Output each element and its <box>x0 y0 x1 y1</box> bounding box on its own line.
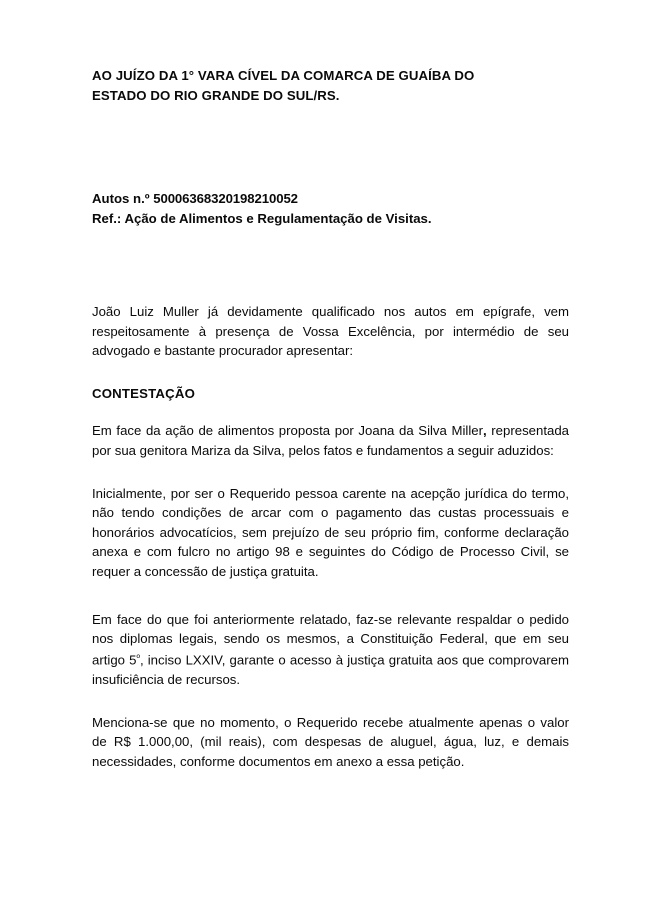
ref-line: Ref.: Ação de Alimentos e Regulamentação de Visitas. <box>92 210 432 226</box>
section-heading-contestacao: CONTESTAÇÃO <box>92 385 196 401</box>
case-reference-block <box>92 189 569 228</box>
paragraph-qualification: João Luiz Muller já devidamente qualificado nos autos em epígrafe, vem respeitosamente à presença de Vossa Excelência, por intermédio de seu advogado e bastante procurador apresentar: <box>92 304 569 359</box>
paragraph-em-face-do-que <box>92 610 569 690</box>
face-acao-text-1: Em face da ação de alimentos proposta por Joana da Silva Miller <box>92 423 483 439</box>
spacer-after-header <box>92 105 569 189</box>
em-face-text-2: , inciso LXXIV, garante o acesso à justiça gratuita aos que comprovarem insuficiência de recursos. <box>92 652 569 687</box>
paragraph-face-da-acao <box>92 421 569 460</box>
autos-line <box>92 189 569 209</box>
face-acao-bold-comma: , <box>482 423 487 439</box>
autos-number: 50006368320198210052 <box>153 191 298 206</box>
document-content <box>92 66 569 789</box>
paragraph-inicialmente: Inicialmente, por ser o Requerido pessoa carente na acepção jurídica do termo, não tendo condições de arcar com o pagamento das custas processuais e honorários advocatícios, sem prejuízo de seu próprio fim, conforme declaração anexa e com fulcro no artigo 98 e seguintes do Código de Processo Civil, se requer a concessão de justiça gratuita. <box>92 485 569 579</box>
face-acao-text-2: representada por sua genitora Mariza da Silva, pelos fatos e fundamentos a seguir aduzidos: <box>92 423 569 458</box>
paragraph-menciona-se: Menciona-se que no momento, o Requerido recebe atualmente apenas o valor de R$ 1.000,00, (mil reais), com despesas de aluguel, água, luz, e demais necessidades, conforme documentos em anexo a essa petição. <box>92 714 569 769</box>
ordinal-indicator: º <box>136 652 140 664</box>
court-header-line-2: ESTADO DO RIO GRANDE DO SUL/RS. <box>92 87 340 103</box>
em-face-text-1: Em face do que foi anteriormente relatado, faz-se relevante respaldar o pedido nos diplomas legais, sendo os mesmos, a Constituição Federal, que em seu artigo 5 <box>92 611 569 668</box>
autos-label: Autos n.º <box>92 191 150 206</box>
court-header-line-1: AO JUÍZO DA 1° VARA CÍVEL DA COMARCA DE GUAÍBA DO <box>92 68 475 83</box>
court-header <box>92 66 569 105</box>
spacer-before-body <box>92 228 569 302</box>
